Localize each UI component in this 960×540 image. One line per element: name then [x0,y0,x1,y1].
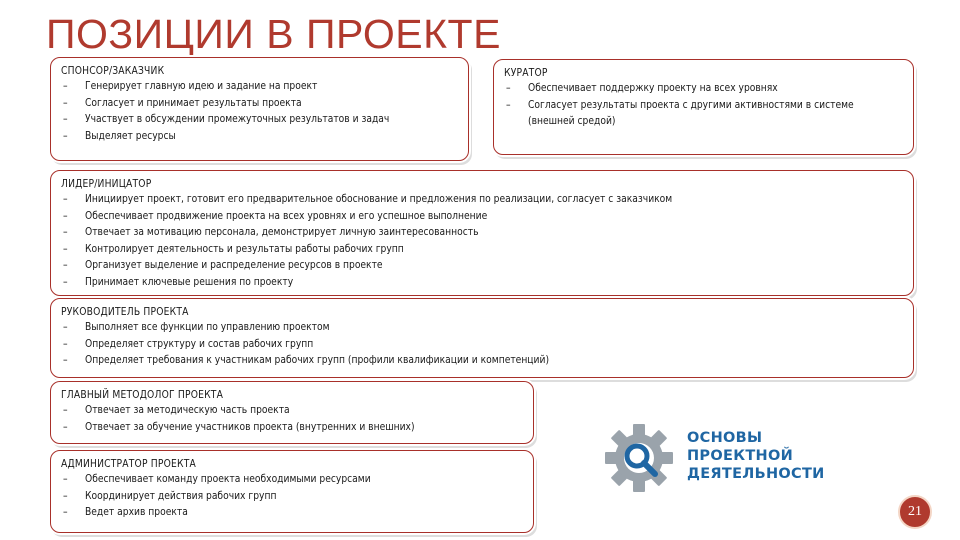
gear-magnifier-icon [603,422,675,494]
list-item: – Принимает ключевые решения по проекту [61,275,913,292]
list-item: – Отвечает за мотивацию персонала, демонстрирует личную заинтересованность [61,225,913,242]
sponsor-card [50,57,469,161]
methodologist-list [61,403,533,436]
list-item: – Обеспечивает продвижение проекта на всех уровнях и его успешное выполнение [61,209,913,226]
list-item: – Участвует в обсуждении промежуточных результатов и задач [61,112,468,129]
list-item: – Ведет архив проекта [61,505,533,522]
list-item: – Контролирует деятельность и результаты работы рабочих групп [61,242,913,259]
list-item: – Выделяет ресурсы [61,129,468,146]
list-item: – Выполняет все функции по управлению проектом [61,320,913,337]
list-item: – Согласует и принимает результаты проекта [61,96,468,113]
curator-heading: КУРАТОР [504,68,548,79]
manager-list [61,320,913,370]
curator-list [504,81,913,131]
sponsor-list [61,79,468,145]
logo-text [687,429,825,483]
sponsor-heading: СПОНСОР/ЗАКАЗЧИК [61,66,165,77]
leader-list [61,192,913,291]
logo-line: ОСНОВЫ [687,430,763,446]
list-item: – Отвечает за методическую часть проекта [61,403,533,420]
administrator-card [50,450,534,533]
manager-heading: РУКОВОДИТЕЛЬ ПРОЕКТА [61,307,189,318]
list-item: – Координирует действия рабочих групп [61,489,533,506]
curator-card [493,59,914,155]
manager-card [50,298,914,378]
administrator-list [61,472,533,522]
methodologist-heading: ГЛАВНЫЙ МЕТОДОЛОГ ПРОЕКТА [61,390,224,401]
list-item: – Согласует результаты проекта с другими активностями в системе (внешней средой) [504,98,913,131]
list-item: – Определяет структуру и состав рабочих групп [61,337,913,354]
administrator-heading: АДМИНИСТРАТОР ПРОЕКТА [61,459,196,470]
list-item: – Определяет требования к участникам рабочих групп (профили квалификации и компетенций) [61,353,913,370]
slide-title: ПОЗИЦИИ В ПРОЕКТЕ [46,11,501,57]
logo-line: ПРОЕКТНОЙ [687,448,794,464]
leader-heading: ЛИДЕР/ИНИЦАТОР [61,179,152,190]
list-item: – Организует выделение и распределение ресурсов в проекте [61,258,913,275]
list-item: – Обеспечивает команду проекта необходимыми ресурсами [61,472,533,489]
methodologist-card [50,381,534,444]
page-number-badge: 21 [898,495,932,529]
list-item: – Отвечает за обучение участников проекта (внутренних и внешних) [61,420,533,437]
logo-line: ДЕЯТЕЛЬНОСТИ [687,466,825,482]
list-item: – Инициирует проект, готовит его предварительное обоснование и предложения по реализации, согласует с заказчиком [61,192,913,209]
list-item: – Генерирует главную идею и задание на проект [61,79,468,96]
list-item: – Обеспечивает поддержку проекту на всех уровнях [504,81,913,98]
leader-card [50,170,914,296]
logo [603,422,833,494]
